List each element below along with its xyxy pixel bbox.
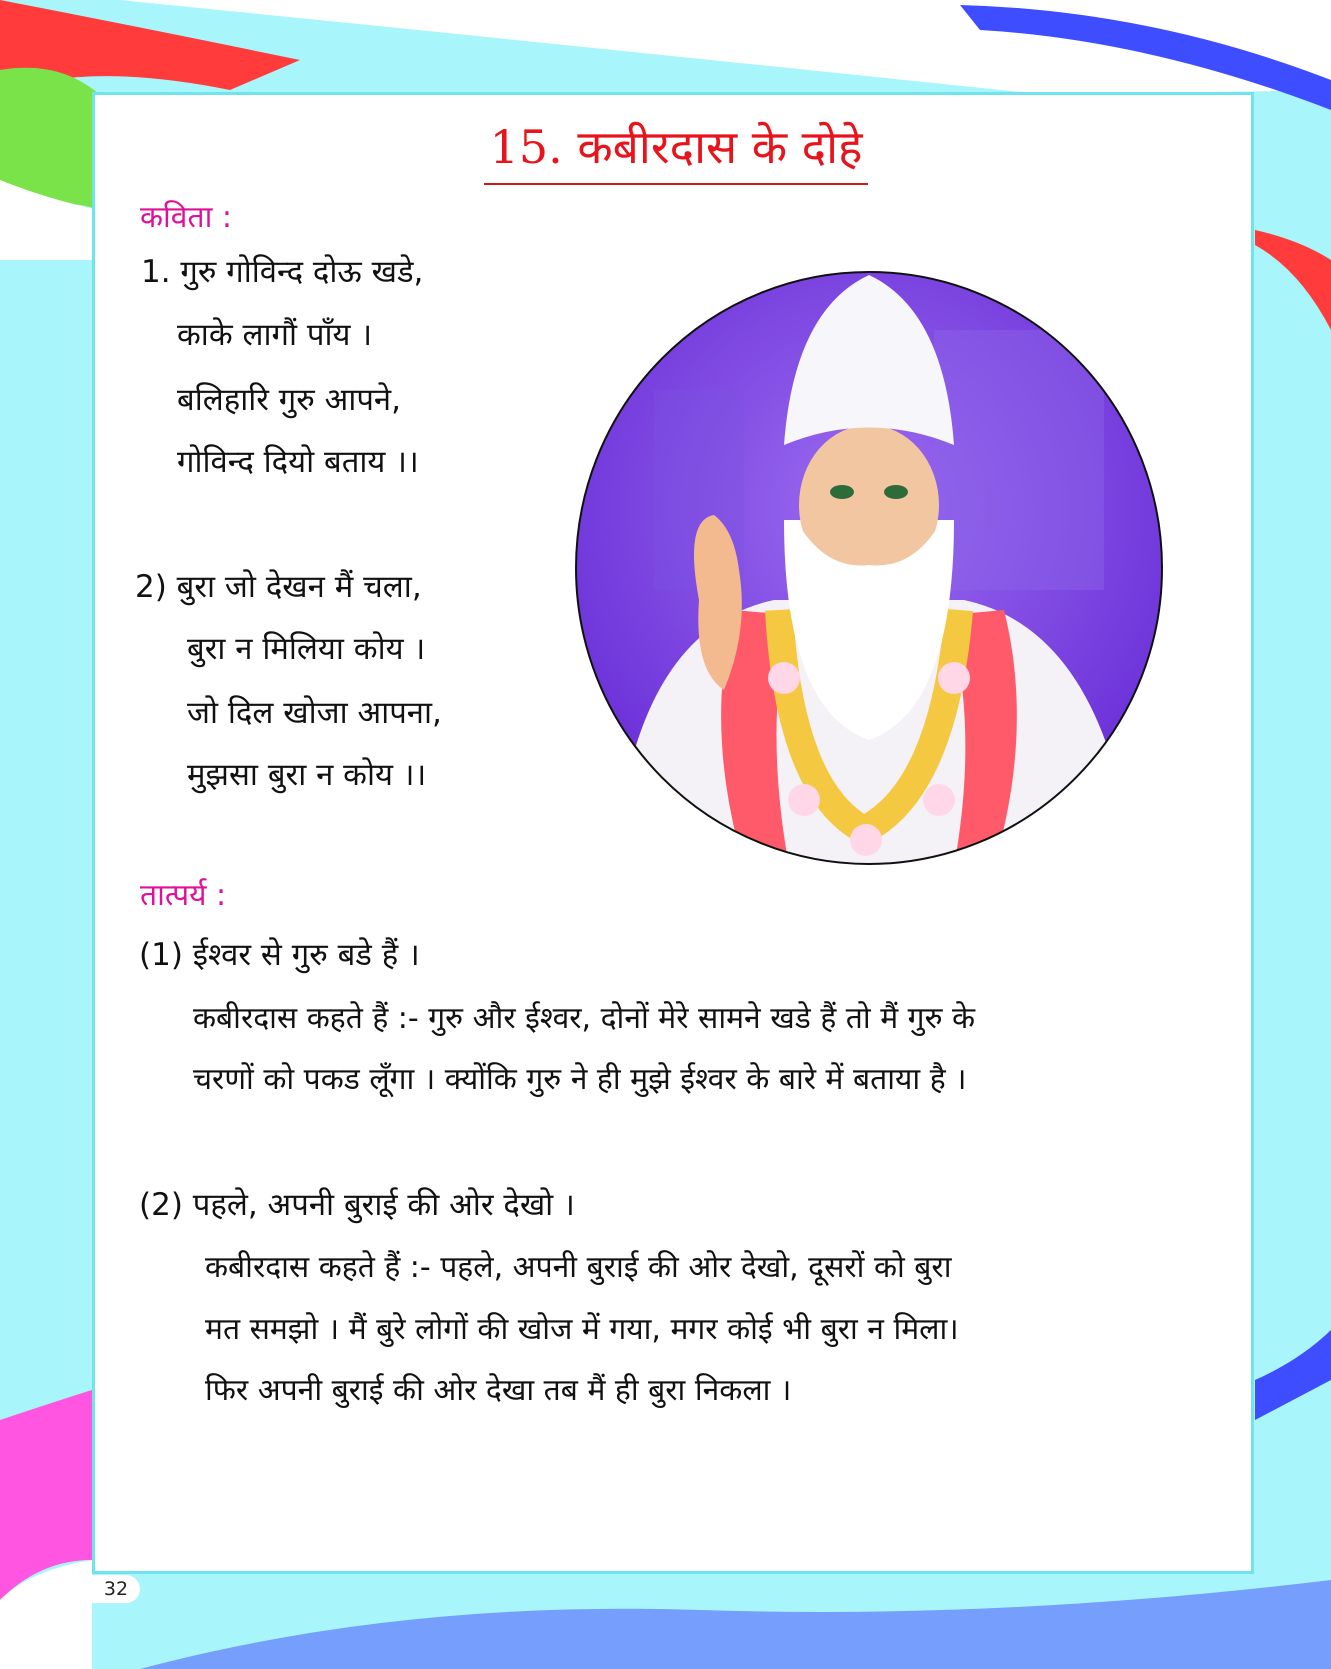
verse1-line4: गोविन्द दियो बताय ।। xyxy=(177,444,419,480)
verse2-line1: 2) बुरा जो देखन मैं चला, xyxy=(135,569,422,605)
meaning-heading: तात्पर्य : xyxy=(140,878,227,913)
meaning-2-line2: मत समझो । मैं बुरे लोगों की खोज में गया, मगर कोई भी बुरा न मिला। xyxy=(205,1312,959,1347)
kabir-portrait-image xyxy=(574,270,1164,866)
verse2-line4: मुझसा बुरा न कोय ।। xyxy=(187,757,427,793)
page-number: 32 xyxy=(92,1575,140,1603)
meaning-1-line1: कबीरदास कहते हैं :- गुरु और ईश्वर, दोनों मेरे सामने खडे हैं तो मैं गुरु के xyxy=(193,1001,976,1036)
meaning-1-line2: चरणों को पकड लूँगा । क्योंकि गुरु ने ही मुझे ईश्वर के बारे में बताया है । xyxy=(193,1062,967,1097)
meaning-2-line3: फिर अपनी बुराई की ओर देखा तब मैं ही बुरा निकला । xyxy=(205,1373,792,1408)
page-title xyxy=(95,115,1257,185)
meaning-2-line1: कबीरदास कहते हैं :- पहले, अपनी बुराई की ओर देखो, दूसरों को बुरा xyxy=(205,1250,952,1285)
verse1-line3: बलिहारि गुरु आपने, xyxy=(177,382,401,418)
verse2-line2: बुरा न मिलिया कोय । xyxy=(187,631,426,667)
meaning-1-title: (1) ईश्वर से गुरु बडे हैं । xyxy=(139,937,420,973)
verse2-line3: जो दिल खोजा आपना, xyxy=(187,695,442,731)
poem-heading: कविता : xyxy=(140,200,233,235)
meaning-2-title: (2) पहले, अपनी बुराई की ओर देखो । xyxy=(139,1187,575,1223)
verse1-line2: काके लागौं पाँय । xyxy=(177,317,373,353)
verse1-line1: 1. गुरु गोविन्द दोऊ खडे, xyxy=(141,254,424,290)
page-title-text: 15. कबीरदास के दोहे xyxy=(484,115,869,185)
content-page xyxy=(92,92,1254,1574)
